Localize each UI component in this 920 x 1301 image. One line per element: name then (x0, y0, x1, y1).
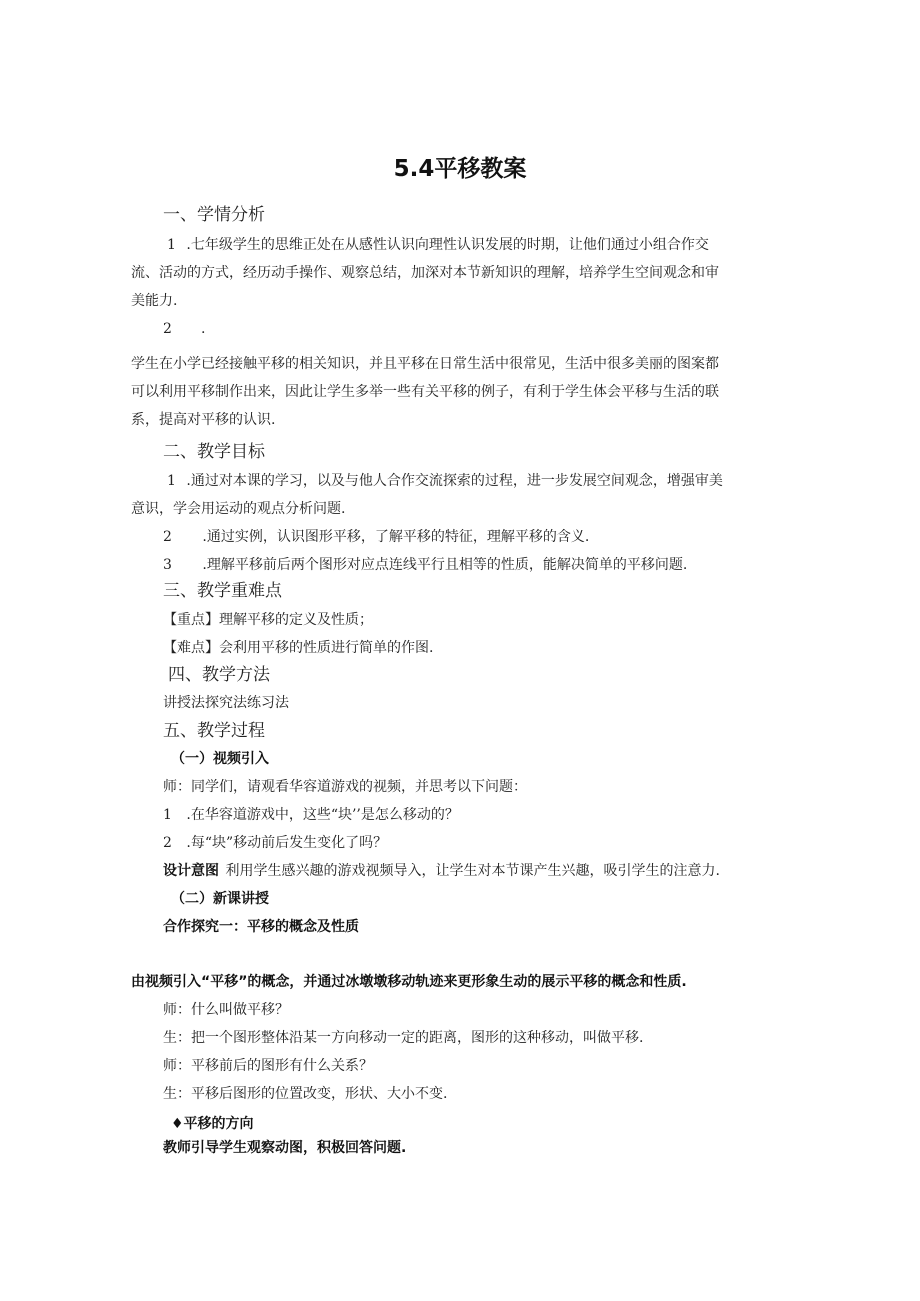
paragraph-line: 系，提高对平移的认识. (131, 412, 276, 428)
direction-heading: ♦平移的方向 (171, 1116, 254, 1132)
guide-line: 教师引导学生观察动图，积极回答问题. (163, 1140, 407, 1156)
paragraph-text: .理解平移前后两个图形对应点连线平行且相等的性质，能解决简单的平移问题. (202, 557, 688, 573)
subsection-heading-video: （一）视频引入 (171, 751, 269, 767)
difficult-point: 【难点】会利用平移的性质进行简单的作图. (163, 640, 434, 656)
section-heading-analysis: 一、学情分析 (163, 205, 265, 225)
question-text: .每“块”移动前后发生变化了吗？ (186, 835, 388, 851)
paragraph-line: 学生在小学已经接触平移的相关知识，并且平移在日常生活中很常见，生活中很多美丽的图案都 (131, 356, 719, 372)
paragraph-line (167, 472, 723, 490)
section-heading-keypoints: 三、教学重难点 (163, 581, 282, 601)
list-number: 2 (163, 529, 172, 545)
list-number: 1 (163, 807, 172, 823)
explore-heading: 合作探究一：平移的概念及性质 (163, 919, 359, 935)
list-number: 2 (163, 835, 172, 851)
intro-line: 由视频引入“平移”的概念，并通过冰墩墩移动轨迹来更形象生动的展示平移的概念和性质. (131, 974, 687, 990)
question-line (163, 806, 459, 824)
design-intent-label: 设计意图 (163, 863, 219, 879)
section-heading-methods: 四、教学方法 (168, 665, 270, 685)
paragraph-line (163, 528, 589, 546)
question-text: .在华容道游戏中，这些“块’’是怎么移动的？ (186, 807, 459, 823)
list-dot: . (201, 321, 206, 337)
paragraph-line (163, 556, 687, 574)
dialogue-line: 生：把一个图形整体沿某一方向移动一定的距离，图形的这种移动，叫做平移. (163, 1030, 644, 1046)
design-intent (163, 862, 720, 880)
dialogue-line: 师：什么叫做平移？ (163, 1002, 289, 1018)
paragraph-text: .通过实例，认识图形平移，了解平移的特征，理解平移的含义. (202, 529, 590, 545)
methods-text: 讲授法探究法练习法 (163, 695, 289, 711)
paragraph-line: 流、活动的方式，经历动手操作、观察总结，加深对本节新知识的理解，培养学生空间观念和审 (131, 265, 719, 281)
design-intent-text: 利用学生感兴趣的游戏视频导入，让学生对本节课产生兴趣，吸引学生的注意力. (225, 863, 720, 879)
paragraph-line: 美能力. (131, 293, 178, 309)
key-point: 【重点】理解平移的定义及性质； (163, 612, 373, 628)
page-title: 5.4平移教案 (393, 156, 527, 182)
paragraph-text: .七年级学生的思维正处在从感性认识向理性认识发展的时期，让他们通过小组合作交 (186, 237, 709, 253)
dialogue-line: 师：平移前后的图形有什么关系？ (163, 1058, 373, 1074)
paragraph-text: .通过对本课的学习，以及与他人合作交流探索的过程，进一步发展空间观念，增强审美 (186, 473, 723, 489)
paragraph-line: 意识，学会用运动的观点分析问题. (131, 501, 346, 517)
question-line (163, 834, 387, 852)
list-number: 1 (167, 237, 176, 253)
list-number: 3 (163, 557, 172, 573)
section-heading-process: 五、教学过程 (163, 721, 265, 741)
subsection-heading-newlesson: （二）新课讲授 (171, 891, 269, 907)
paragraph-line (167, 236, 709, 254)
teacher-line: 师：同学们，请观看华容道游戏的视频，并思考以下问题： (163, 779, 527, 795)
section-heading-goals: 二、教学目标 (163, 442, 265, 462)
paragraph-line: 可以利用平移制作出来，因此让学生多举一些有关平移的例子，有利于学生体会平移与生活的联 (131, 384, 719, 400)
list-number: 1 (167, 473, 176, 489)
list-number: 2 (163, 321, 172, 337)
dialogue-line: 生：平移后图形的位置改变，形状、大小不变. (163, 1086, 448, 1102)
